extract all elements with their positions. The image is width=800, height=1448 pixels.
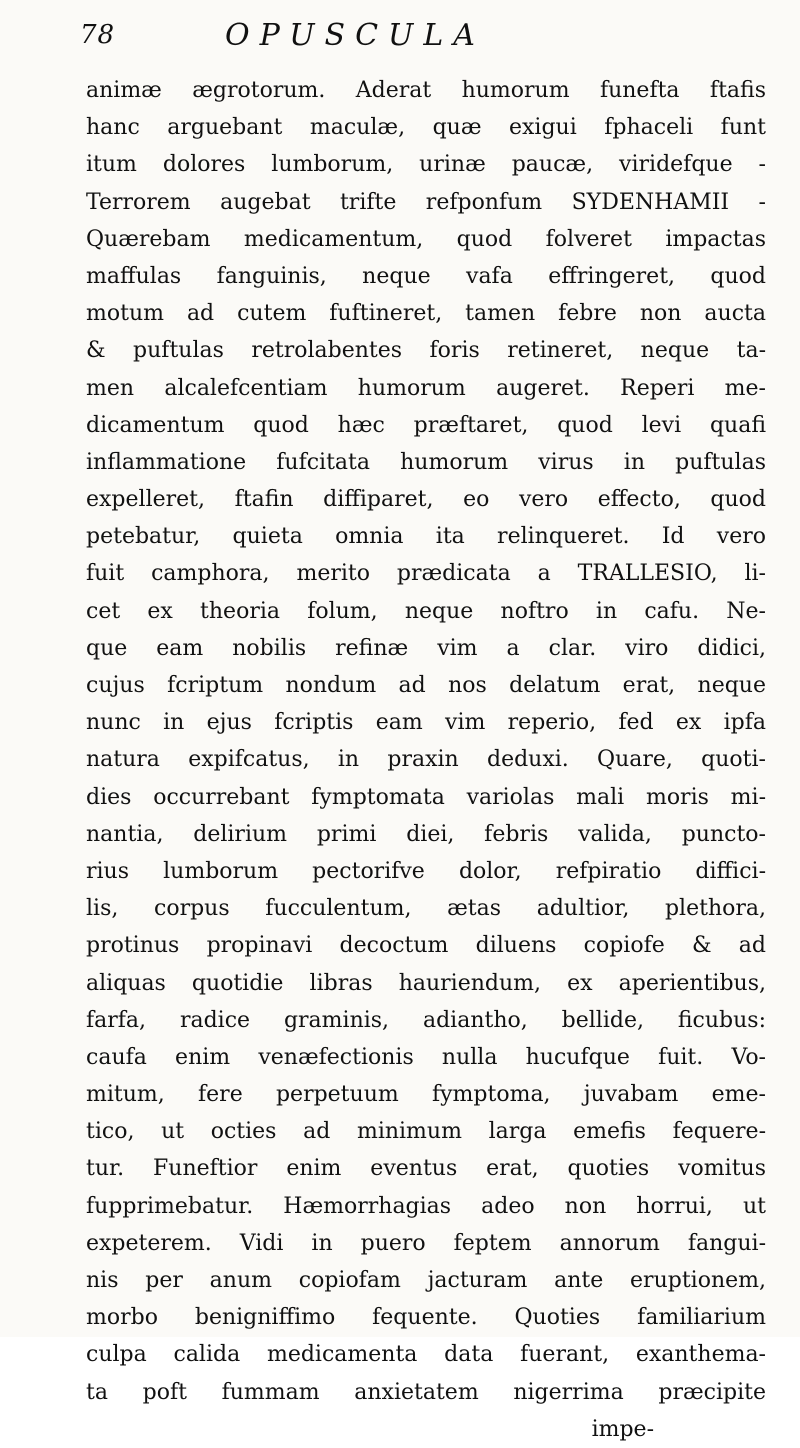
text-line: aliquas quotidie libras hauriendum, ex aperientibus,	[86, 970, 766, 996]
text-line: lis, corpus fucculentum, ætas adultior, plethora,	[86, 896, 766, 922]
text-line: fuit camphora, merito prædicata a TRALLESIO, li-	[86, 561, 766, 587]
text-line: cujus fcriptum nondum ad nos delatum erat, neque	[86, 673, 766, 698]
text-line: natura expifcatus, in praxin deduxi. Quare, quoti-	[86, 747, 766, 773]
text-line: farfa, radice graminis, adiantho, bellide, ficubus:	[86, 1007, 766, 1033]
text-line: motum ad cutem fuftineret, tamen febre non aucta	[86, 301, 766, 327]
text-line: Quærebam medicamentum, quod folveret impactas	[86, 226, 766, 252]
text-line: nis per anum copiofam jacturam ante eruptionem,	[86, 1268, 766, 1293]
text-line: fupprimebatur. Hæmorrhagias adeo non horrui, ut	[86, 1193, 766, 1219]
text-line: caufa enim venæfectionis nulla hucufque fuit. Vo-	[86, 1044, 766, 1070]
page-number: 78	[80, 20, 116, 50]
text-line: men alcalefcentiam humorum augeret. Reperi me-	[86, 375, 766, 401]
text-line: impe-	[591, 1416, 654, 1442]
text-line: morbo benigniffimo fequente. Quoties familiarium	[86, 1305, 766, 1331]
text-line: dicamentum quod hæc præftaret, quod levi quafi	[86, 412, 766, 438]
text-line: nantia, delirium primi diei, febris valida, puncto-	[86, 821, 766, 847]
text-line: Terrorem augebat trifte refponfum SYDENHAMII -	[86, 189, 766, 215]
text-line: dies occurrebant fymptomata variolas mali moris mi-	[86, 784, 766, 810]
text-line: cet ex theoria folum, neque noftro in cafu. Ne-	[86, 598, 766, 624]
running-head	[80, 20, 740, 64]
text-line: itum dolores lumborum, urinæ paucæ, viridefque -	[86, 152, 766, 178]
text-line: maffulas fanguinis, neque vafa effringeret, quod	[86, 263, 766, 289]
text-line: tur. Funeftior enim eventus erat, quoties vomitus	[86, 1156, 766, 1182]
text-line: petebatur, quieta omnia ita relinqueret. Id vero	[86, 524, 766, 550]
body-text	[86, 72, 766, 1448]
text-line: rius lumborum pectorifve dolor, refpiratio diffici-	[86, 858, 766, 884]
text-line: animæ ægrotorum. Aderat humorum funefta ftafis	[86, 78, 766, 103]
text-line: que eam nobilis refinæ vim a clar. viro didici,	[86, 635, 766, 661]
running-title: OPUSCULA	[225, 18, 485, 53]
text-line: mitum, fere perpetuum fymptoma, juvabam eme-	[86, 1082, 766, 1108]
text-line: nunc in ejus fcriptis eam vim reperio, fed ex ipfa	[86, 710, 766, 736]
text-line: inflammatione fufcitata humorum virus in puftulas	[86, 449, 766, 475]
text-line: protinus propinavi decoctum diluens copiofe & ad	[86, 933, 766, 959]
text-line: hanc arguebant maculæ, quæ exigui fphaceli funt	[86, 115, 766, 141]
text-line: expelleret, ftafin diffiparet, eo vero effecto, quod	[86, 487, 766, 513]
text-line: & puftulas retrolabentes foris retineret, neque ta-	[86, 338, 766, 364]
text-line: culpa calida medicamenta data fuerant, exanthema-	[86, 1342, 766, 1368]
text-line: ta poft fummam anxietatem nigerrima præcipite	[86, 1379, 766, 1405]
text-line: expeterem. Vidi in puero feptem annorum fangui-	[86, 1230, 766, 1256]
text-line: tico, ut octies ad minimum larga emefis fequere-	[86, 1119, 766, 1145]
